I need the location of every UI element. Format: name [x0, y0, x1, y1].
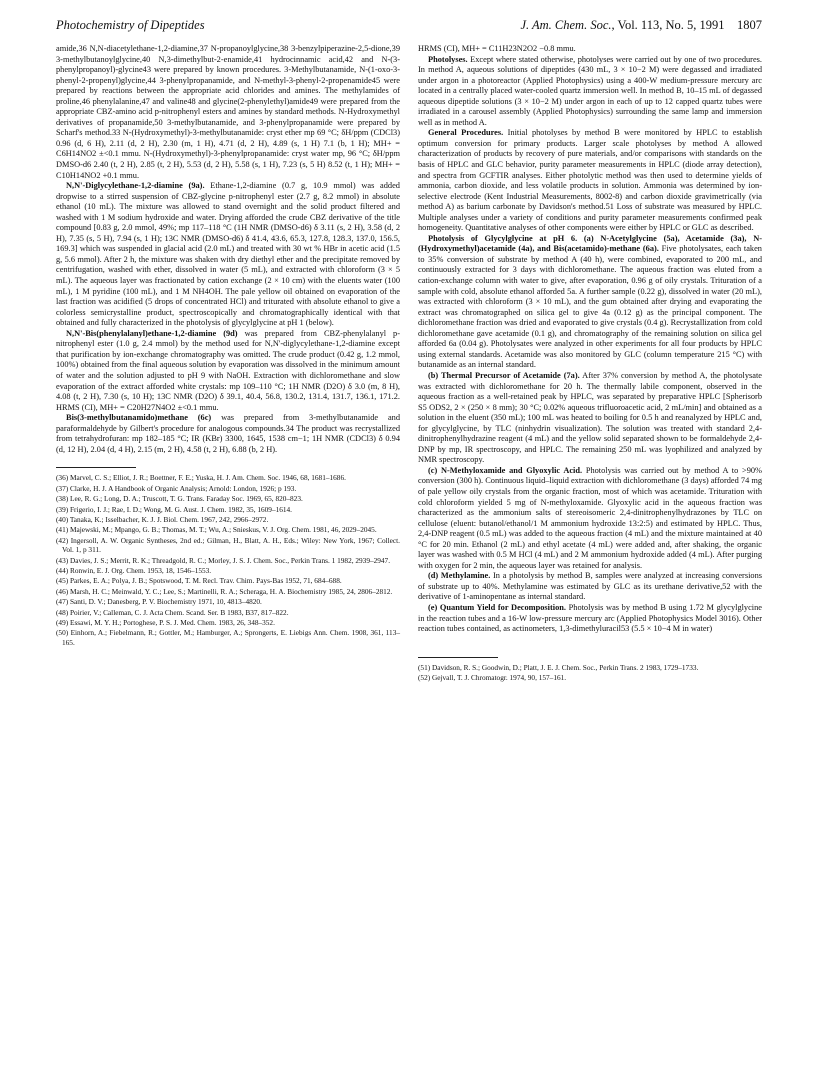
paragraph-heading: N,N'-Diglycylethane-1,2-diamine (9a). [66, 181, 205, 191]
left-references [56, 473, 400, 647]
paragraph-heading: N,N'-Bis(phenylalanyl)ethane-1,2-diamine (9d) [66, 328, 238, 338]
reference-item [56, 505, 400, 514]
left-body-text [56, 44, 400, 455]
running-title: Photochemistry of Dipeptides [56, 18, 205, 32]
reference-text: (41) Majewski, M.; Mpango, G. B.; Thomas, M. T.; Wu, A.; Snieskus, V. J. Org. Chem. 1981, 46, 2029–2045. [56, 525, 377, 535]
paragraph-text: After 37% conversion by method A, the photolysate was extracted with dichloromethane for 20 h. The thermally labile component, observed in the aqueous fraction as a well-retained peak by HPLC, was separated by preparative HPLC [Spherisorb S5 ODS2, 2 × (250 × 8 mm); 30 °C; 0.02% aqueous trifluoroacetic acid, 2 mL/min] and obtained as a solution in the eluent (350 mL); 100 mL was heated to boiling for 0.5 h and reanalyzed by HPLC and, for glycylglycine, by TLC (ninhydrin visualization). The solution was treated with standard 2,4-dinitrophenylhydrazine reagent (4 mL) and the yellow solid separated shown to be formaldehyde 2,4-DNP by mp, IR spectroscopy, and HPLC. The remaining 250 mL was lyophilized and analyzed by NMR spectroscopy. [418, 370, 762, 465]
reference-text: (49) Essawi, M. Y. H.; Portoghese, P. S. J. Med. Chem. 1983, 26, 348–352. [56, 618, 275, 628]
reference-item [56, 484, 400, 493]
reference-item [56, 556, 400, 565]
paragraph-text: Photolysis was carried out by method A to >90% conversion (300 h). Continuous liquid–liquid extraction with dichloromethane (3 days) afforded 74 mg of pale yellow oily crystals from the organic fraction, most of which was acetamide. Trituration with cold chloroform yielded 5 mg of N-methyloxamide. Glyoxylic acid in the aqueous fraction was characterized as the ammonium salts of stereoisomeric 2,4-dinitrophenylhydrazones by TLC on cellulose (eluent: butanol/ethanol/1 M ammonium hydroxide 13:2:5) and estimated by HPLC. Thus, 2,4-DNP reagent (0.5 mL) was added to the aqueous fraction (4 mL) and the mixture maintained at 40 °C for 20 min. Ethanol (2 mL) and ethyl acetate (4 mL) were added and, after shaking, the organic layer was washed with 0.5 M HCl (4 mL) and 2 M ammonium hydroxide added (4 mL). After purging with oxygen for 2 min, the aqueous layer was retained for analysis. [418, 465, 763, 570]
reference-text: (51) Davidson, R. S.; Goodwin, D.; Platt, J. E. J. Chem. Soc., Perkin Trans. 2 1983, 1729–1733. [418, 662, 699, 672]
reference-item [56, 587, 400, 596]
paragraph-heading: (b) Thermal Precursor of Acetamide (7a). [428, 370, 580, 380]
left-column [56, 44, 400, 648]
paragraph-heading: General Procedures. [428, 128, 504, 138]
reference-text: (40) Tanaka, K.; Isselbacher, K. J. J. Biol. Chem. 1967, 242, 2966–2972. [56, 514, 269, 524]
reference-text: (48) Poirier, V.; Calleman, C. J. Acta Chem. Scand. Ser. B 1983, B37, 817–822. [56, 607, 289, 617]
reference-item [56, 618, 400, 627]
reference-item [56, 525, 400, 534]
reference-item [56, 628, 400, 647]
paragraph-heading: Bis(3-methylbutanamido)methane (6c) [66, 413, 212, 423]
paragraph-heading: (d) Methylamine. [428, 571, 491, 581]
reference-text: (50) Einhorn, A.; Fiebelmann, R.; Gottler, M.; Hamburger, A.; Sprongerts, E. Liebigs Ann. Chem. 1908, 361, 113–165. [56, 628, 400, 647]
paragraph-text: Photolysis was by method B using 1.72 M glycylglycine in the reaction tubes and a 16-W low-pressure mercury arc (Applied Photophysics Model 3016). Other reaction tubes contained, as actinometers, 1,3-dimethyluracil53 (5.5 × 10−4 M in water) [418, 602, 763, 634]
paragraph [418, 571, 762, 603]
reference-text: (43) Davies, J. S.; Merrit, R. K.; Threadgold, R. C.; Morley, J. S. J. Chem. Soc., Perkin Trans. 1 1982, 2939–2947. [56, 555, 391, 565]
right-body-text [418, 44, 762, 635]
paragraph [56, 44, 400, 181]
page-number: 1807 [737, 18, 762, 32]
paragraph-heading: (c) N-Methyloxamide and Glyoxylic Acid. [428, 465, 583, 475]
paragraph [418, 466, 762, 571]
reference-item [418, 663, 762, 672]
reference-item [56, 515, 400, 524]
reference-text: (36) Marvel, C. S.; Elliot, J. R.; Boettner, F. E.; Yuska, H. J. Am. Chem. Soc. 1946, 68, 1681–1686. [56, 473, 346, 483]
reference-item [56, 494, 400, 503]
paragraph [56, 413, 400, 455]
paragraph-text: was prepared from 3-methylbutanamide and paraformaldehyde by Gilbert's procedure for analogous compounds.34 The product was recrystallized from tetrahydrofuran: mp 182–185 °C; IR (KBr) 3300, 1645, 1538 cm−1; 1H NMR (CDCl3) δ 0.94 (d, 12 H), 2.04 (d, 4 H), 2.15 (m, 2 H), 4.58 (t, 2 H), 6.88 (b, 2 H). [56, 413, 401, 454]
reference-text: (45) Parkes, E. A.; Polya, J. B.; Spotswood, T. M. Recl. Trav. Chim. Pays-Bas 1952, 71, 684–688. [56, 576, 342, 586]
reference-text: (46) Marsh, H. C.; Meinwald, Y. C.; Lee, S.; Martinelli, R. A.; Scheraga, H. A. Biochemistry 1985, 24, 2806–2812. [56, 586, 393, 596]
paragraph-heading: Photolysis of Glycylglycine at pH 6. (a) N-Acetylglycine (5a), Acetamide (3a), N-(Hydroxymethyl)acetamide (4a), and Bis(acetamido)-methane (6a). [418, 233, 762, 254]
paragraph [418, 55, 762, 129]
reference-item [56, 597, 400, 606]
footnote-rule [56, 467, 136, 468]
paragraph-text: Except where stated otherwise, photolyses were carried out by one of two procedures. In method A, aqueous solutions of dipeptides (430 mL, 3 × 10−2 M) were degassed and irradiated under argon in a photoreactor (Applied Photophysics) using a 400-W medium-pressure mercury arc located in a centrally placed water-cooled quartz immersion well. In method B, 10–15 mL of degassed aqueous dipeptide solutions (3 × 10−2 M) under argon in each of up to 12 capped quartz tubes were irradiated in a carousel assembly (Applied Photophysics) surrounding the same lamp and immersion well as in method A. [418, 54, 762, 127]
paragraph-text: amide,36 N,N-diacetylethane-1,2-diamine,37 N-propanoylglycine,38 3-benzylpiperazine-2,5-dione,39 3-methylbutanoylglycine,40 N,3-dimethylbut-2-enamide,41 hydrocinnamic acid,42 and N-(3-phenylpropanoyl)-glycine43 were prepared by known procedures. 3-Methylbutanamide, N-(1-oxo-3-phenyl-2-propenyl)glycine,44 3-phenylpropanamide, and N-methyl-3-phenyl-2-propenamide45 were prepared by reactions between the appropriate acid chlorides and amines. The methylamides of proline,46 phenylalanine,47 and valine48 and glycine(2-phenylethyl)amide49 were prepared from the appropriate CBZ-amino acid p-nitrophenyl esters and amines by standard methods. N-Hydroxymethyl derivatives of propanamide,50 3-methylbutanamide, and 3-phenylpropanamide were prepared by Scharf's method.33 N-(Hydroxymethyl)-3-methylbutanamide: cryst ether mp 69 °C; δH/ppm (CDCl3) 0.96 (d, 6 H), 2.11 (d, 2 H), 2.30 (m, 1 H), 4.71 (d, 2 H), 4.89 (s, 1 H) 7.1 (b, 1 H); MH+ = C6H14NO2 ±<0.1 mmu. N-(Hydroxymethyl)-3-phenylpropanamide: cryst water mp, 96 °C; δH/ppm DMSO-d6 2.40 (t, 2 H), 2.85 (t, 2 H), 5.53 (d, 2 H), 5.58 (s, 1 H), 7.23 (s, 5 H) 8.52 (t, 1 H); MH+ = C10H14NO2 +0.1 mmu. [56, 44, 400, 180]
paragraph-text: Ethane-1,2-diamine (0.7 g, 10.9 mmol) was added dropwise to a stirred suspension of CBZ-glycine p-nitrophenyl ester (2.7 g, 8.2 mmol) in absolute ethanol (10 mL). The mixture was allowed to stand overnight and the solid product filtered and washed with 1 M sodium hydroxide and water. Drying afforded the crude CBZ derivative of the title compound [0.83 g, 2.0 mmol, 49%; mp 117–118 °C (1H NMR (DMSO-d6) δ 3.11 (s, 2 H), 3.58 (d, 2 H), 7.35 (s, 5 H), 7.94 (s, 1 H); 13C NMR (DMSO-d6) δ 41.4, 43.6, 65.3, 127.8, 128.3, 137.0, 156.5, 169.3] which was suspended in glacial acid (2.0 mL) and treated with 30 wt % HBr in acetic acid (1.5 g, 5.6 mmol). After 2 h, the mixture was shaken with dry diethyl ether and the precipitate removed by centrifugation, washed with ether, dissolved in water (5 mL), and extracted with chloroform (3 × 5 mL). The aqueous layer was fractionated by cation exchange (2 × 10 cm) with the eluents water (100 mL), 1 M pyridine (100 mL), and 1 M NH4OH. The pale yellow oil obtained on evaporation of the last fraction was acidified (5 drops of concentrated HCl) and triturated with absolute ethanol to give a colorless semicrystalline product, spectroscopically and chromatographically identical with that obtained and fully characterized in the photolysis of glycylglycine at pH 1 (below). [56, 181, 400, 328]
paragraph [418, 128, 762, 233]
journal-name: J. Am. Chem. Soc., [520, 18, 615, 32]
paragraph-heading: Photolyses. [428, 54, 468, 64]
journal-volume: Vol. 113, No. 5, 1991 [617, 18, 725, 32]
paragraph [56, 329, 400, 413]
paragraph [418, 371, 762, 466]
paragraph [418, 234, 762, 371]
reference-text: (37) Clarke, H. J. A Handbook of Organic Analysis; Arnold: London, 1926; p 193. [56, 483, 297, 493]
footnote-rule [418, 657, 498, 658]
paragraph-heading: (e) Quantum Yield for Decomposition. [428, 602, 566, 612]
right-column [418, 44, 762, 683]
right-references [418, 663, 762, 683]
paragraph-text: Initial photolyses by method B were monitored by HPLC to establish optimum conversion for primary products. Larger scale photolyses by method A allowed characterization of products by recovery of pure materials, and/or comparisons with standards on the basis of HPLC and GLC behavior, purity parameter measurements in HPLC (diode array detection), and spectra from GCFTIR analyses. Either photolytic method was then used to determine yields of ammonia, carbon dioxide, and less volatile products in solution. Ammonia was determined by ion-selective electrode (Kent Industrial Measurements, 8002-8) and carbon dioxide gravimetrically (via method A) as barium carbonate by Davidson's method.51 Loss of substrate was measured by HPLC. Multiple analyses under a variety of conditions and purity parameter measurements confirmed peak homogeneity. Quantitative analyses of other components were either by HPLC or GLC as described. [418, 128, 762, 233]
reference-item [56, 566, 400, 575]
paragraph-text: Five photolysates, each taken to 35% conversion of substrate by method A (40 h), were combined, evaporated to 200 mL, and continuously extracted for 3 days with dichloromethane. The aqueous fraction was eluted from a cation-exchange column with water to give, after evaporation, 0.96 g of oily crystals. Trituration of a sample with cold, absolute ethanol afforded 5a. A further sample (0.22 g), dissolved in water (20 mL), was extracted with chloroform (3 × 10 mL), and the gum obtained after drying and evaporating the extract was chromatographed on silica gel to give 4a (0.12 g) as the principal component. The dichloromethane fraction was dried and evaporated to give crystals (0.4 g). Recrystallization from cold dichloromethane gave acetamide (0.1 g), and chromatography of the remaining solution on silica gel afforded 6a (0.04 g). Photolysates were analyzed in other experiments for all four products by HPLC using external standards. Acetamide was also monitored by GLC (column temperature 215 °C) with butanamide as an internal standard. [418, 244, 762, 370]
reference-text: (47) Santi, D. V.; Danesberg, P. V. Biochemistry 1971, 10, 4813–4820. [56, 597, 262, 607]
reference-text: (42) Ingersoll, A. W. Organic Syntheses, 2nd ed.; Gilman, H., Blatt, A. H., Eds.; Wiley: New York, 1967; Collect. Vol. 1, p 311. [56, 535, 400, 555]
paragraph [418, 603, 762, 635]
reference-item [56, 536, 400, 555]
reference-text: (52) Gejvall, T. J. Chromatogr. 1974, 90, 157–161. [418, 673, 567, 683]
page-header [56, 18, 762, 38]
paragraph-text: HRMS (CI), MH+ = C11H23N2O2 −0.8 mmu. [418, 44, 576, 53]
reference-item [418, 673, 762, 682]
reference-item [56, 473, 400, 482]
paragraph [418, 44, 762, 55]
reference-text: (39) Frigerio, I. J.; Rae, I. D.; Wong, M. G. Aust. J. Chem. 1982, 35, 1609–1614. [56, 504, 293, 514]
reference-item [56, 576, 400, 585]
journal-citation [520, 18, 762, 33]
paragraph [56, 181, 400, 329]
paragraph-text: In a photolysis by method B, samples were analyzed at increasing conversions of substrate up to 40%. Methylamine was estimated by GLC as its urethane derivative,52 with the derivative of 1-aminopentane as internal standard. [418, 571, 762, 602]
reference-text: (38) Lee, R. G.; Long, D. A.; Truscott, T. G. Trans. Faraday Soc. 1969, 65, 820–823. [56, 494, 303, 504]
reference-text: (44) Ronwin, E. J. Org. Chem. 1953, 18, 1546–1553. [56, 565, 212, 575]
paragraph-text: was prepared from CBZ-phenylalanyl p-nitrophenyl ester (1.0 g, 2.4 mmol) by the method used for N,N'-diglycylethane-1,2-diamine except that purification by ion-exchange chromatography was omitted. The crude product (0.42 g, 1.2 mmol, 100%) obtained from the final aqueous solution by evaporation was dissolved in the minimum amount of water and the solution adjusted to pH 9 with NaOH. Extraction with dichloromethane and slow evaporation of the extract afforded white crystals: mp 109–110 °C; 1H NMR (D2O) δ 3.0 (m, 8 H), 4.08 (t, 2 H), 7.30 (s, 10 H); 13C NMR (D2O) δ 39.1, 40.4, 56.8, 130.2, 131.4, 131.7, 136.1, 171.2. HRMS (CI), MH+ = C20H27N4O2 ±<0.1 mmu. [56, 328, 401, 412]
reference-item [56, 608, 400, 617]
